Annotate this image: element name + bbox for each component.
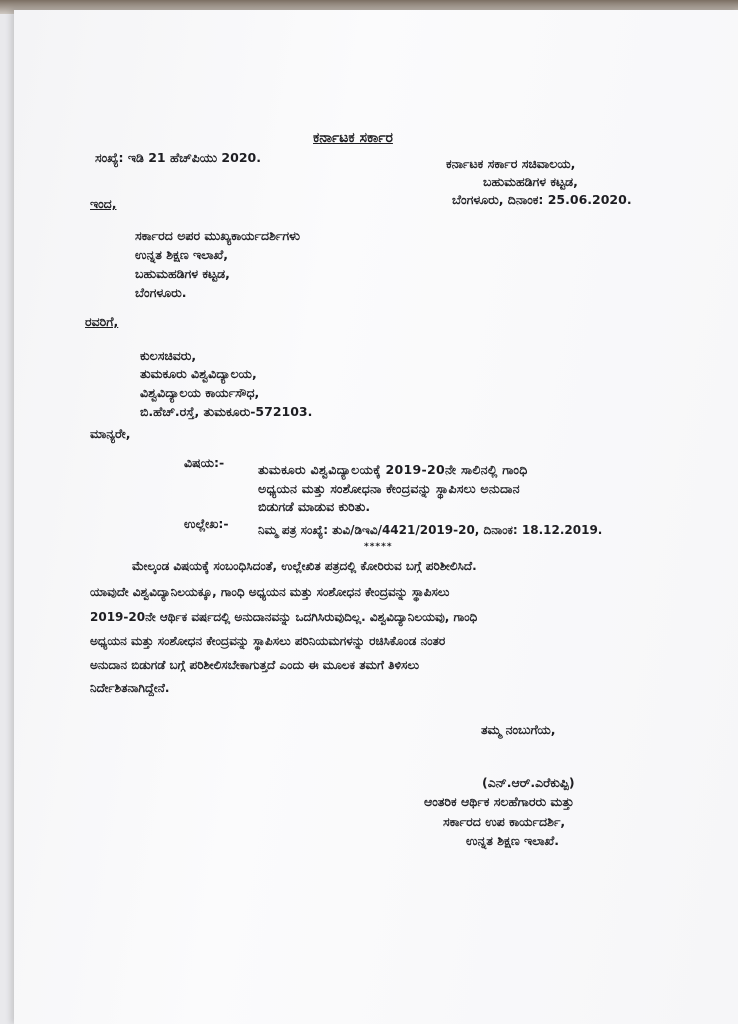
- from-line-4: ಬೆಂಗಳೂರು.: [135, 285, 187, 300]
- subject-label: ವಿಷಯ:-: [184, 455, 225, 470]
- body-line-5: ಅನುದಾನ ಬಿಡುಗಡೆ ಬಗ್ಗೆ ಪರಿಶೀಲಿಸಬೇಕಾಗುತ್ತದೆ ಎಂದು ಈ ಮೂಲಕ ತಮಗೆ ತಿಳಿಸಲು: [90, 658, 420, 672]
- subject-line-1: ತುಮಕೂರು ವಿಶ್ವವಿದ್ಯಾಲಯಕ್ಕೆ 2019-20ನೇ ಸಾಲಿನಲ್ಲಿ ಗಾಂಧಿ: [258, 462, 528, 477]
- from-line-3: ಬಹುಮಹಡಿಗಳ ಕಟ್ಟಡ,: [135, 266, 230, 281]
- body-line-4: ಅಧ್ಯಯನ ಮತ್ತು ಸಂಶೋಧನ ಕೇಂದ್ರವನ್ನು ಸ್ಥಾಪಿಸಲು ಪರಿನಿಯಮಗಳನ್ನು ರಚಿಸಿಕೊಂಡ ನಂತರ: [90, 634, 446, 648]
- subject-line-2: ಅಧ್ಯಯನ ಮತ್ತು ಸಂಶೋಧನಾ ಕೇಂದ್ರವನ್ನು ಸ್ಥಾಪಿಸಲು ಅನುದಾನ: [258, 481, 520, 496]
- signatory-line-4: ಉನ್ನತ ಶಿಕ್ಷಣ ಇಲಾಖೆ.: [466, 833, 560, 848]
- body-line-2: ಯಾವುದೇ ವಿಶ್ವವಿದ್ಯಾನಿಲಯಕ್ಕೂ, ಗಾಂಧಿ ಅಧ್ಯಯನ ಮತ್ತು ಸಂಶೋಧನ ಕೇಂದ್ರವನ್ನು ಸ್ಥಾಪಿಸಲು: [90, 585, 450, 599]
- office-address-line-1: ಕರ್ನಾಟಕ ಸರ್ಕಾರ ಸಚಿವಾಲಯ,: [446, 156, 576, 171]
- from-line-2: ಉನ್ನತ ಶಿಕ್ಷಣ ಇಲಾಖೆ,: [135, 247, 229, 262]
- to-label: ರವರಿಗೆ,: [85, 314, 119, 329]
- from-line-1: ಸರ್ಕಾರದ ಅಪರ ಮುಖ್ಯಕಾರ್ಯದರ್ಶಿಗಳು: [135, 228, 300, 243]
- to-line-3: ವಿಶ್ವವಿದ್ಯಾಲಯ ಕಾರ್ಯಸೌಧ,: [140, 385, 260, 400]
- salutation: ಮಾನ್ಯರೇ,: [90, 426, 131, 441]
- body-line-1: ಮೇಲ್ಕಂಡ ವಿಷಯಕ್ಕೆ ಸಂಬಂಧಿಸಿದಂತೆ, ಉಲ್ಲೇಖಿತ ಪತ್ರದಲ್ಲಿ ಕೋರಿರುವ ಬಗ್ಗೆ ಪರಿಶೀಲಿಸಿದೆ.: [132, 559, 477, 573]
- to-line-1: ಕುಲಸಚಿವರು,: [140, 348, 197, 363]
- reference-number: ಸಂಖ್ಯೆ: ಇಡಿ 21 ಹೆಚ್‌ಪಿಯು 2020.: [95, 150, 261, 165]
- signatory-line-2: ಆಂತರಿಕ ಆರ್ಥಿಕ ಸಲಹೆಗಾರರು ಮತ್ತು: [424, 794, 574, 809]
- letter-title: ಕರ್ನಾಟಕ ಸರ್ಕಾರ: [313, 130, 393, 146]
- closing: ತಮ್ಮ ನಂಬುಗೆಯ,: [481, 722, 556, 737]
- separator-stars: *****: [364, 542, 393, 552]
- to-line-2: ತುಮಕೂರು ವಿಶ್ವವಿದ್ಯಾಲಯ,: [140, 366, 257, 381]
- body-line-6: ನಿರ್ದೇಶಿತನಾಗಿದ್ದೇನೆ.: [90, 681, 170, 695]
- reference-label: ಉಲ್ಲೇಖ:-: [184, 516, 229, 531]
- office-address-line-3: ಬೆಂಗಳೂರು, ದಿನಾಂಕ: 25.06.2020.: [452, 192, 632, 207]
- office-address-line-2: ಬಹುಮಹಡಿಗಳ ಕಟ್ಟಡ,: [483, 174, 578, 189]
- letter-page: [14, 10, 738, 1024]
- from-label: ಇಂದ,: [90, 196, 117, 211]
- body-line-3: 2019-20ನೇ ಆರ್ಥಿಕ ವರ್ಷದಲ್ಲಿ ಅನುದಾನವನ್ನು ಒದಗಿಸಿರುವುದಿಲ್ಲ. ವಿಶ್ವವಿದ್ಯಾನಿಲಯವು, ಗಾಂಧಿ: [90, 610, 478, 624]
- signatory-line-3: ಸರ್ಕಾರದ ಉಪ ಕಾರ್ಯದರ್ಶಿ,: [443, 814, 566, 829]
- subject-line-3: ಬಿಡುಗಡೆ ಮಾಡುವ ಕುರಿತು.: [258, 499, 371, 514]
- signatory-name: (ಎನ್.ಆರ್.ಎರೆಕುಪ್ಪಿ): [482, 775, 575, 790]
- to-line-4: ಬಿ.ಹೆಚ್.ರಸ್ತೆ, ತುಮಕೂರು-572103.: [140, 404, 313, 419]
- reference-text: ನಿಮ್ಮ ಪತ್ರ ಸಂಖ್ಯೆ: ತುವಿ/ಡಿಇವಿ/4421/2019-20, ದಿನಾಂಕ: 18.12.2019.: [258, 523, 603, 537]
